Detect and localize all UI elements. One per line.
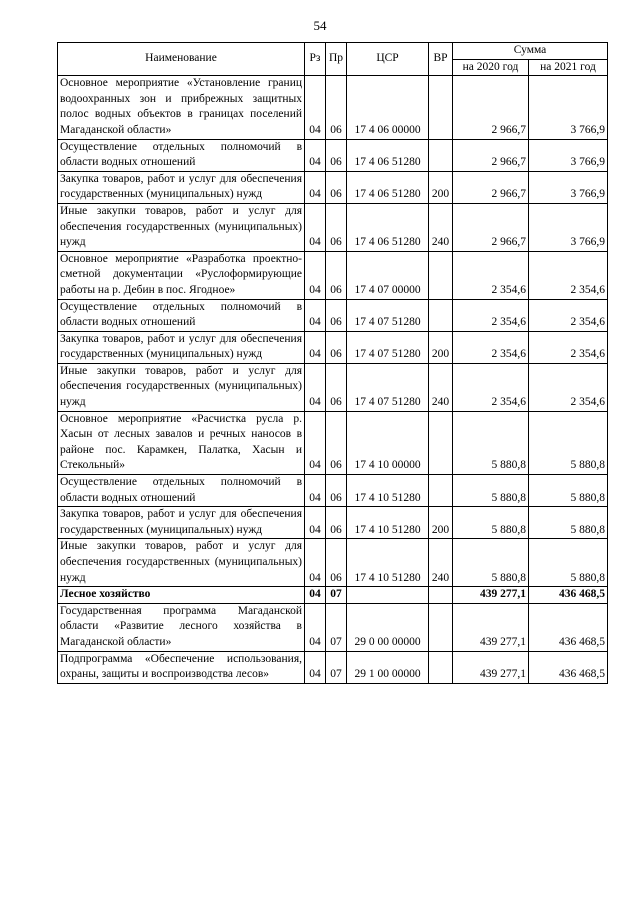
cell-name: Иные закупки товаров, работ и услуг для обеспечения государственных (муниципальных) нужд [58, 539, 305, 587]
table-row [58, 171, 608, 203]
cell-2020: 439 277,1 [453, 603, 529, 651]
cell-2020: 5 880,8 [453, 507, 529, 539]
cell-name: Осуществление отдельных полномочий в области водных отношений [58, 475, 305, 507]
cell-2020: 5 880,8 [453, 539, 529, 587]
cell-2021: 2 354,6 [529, 299, 608, 331]
cell-rz: 04 [305, 507, 326, 539]
cell-vr: 200 [429, 331, 453, 363]
cell-2020: 2 354,6 [453, 251, 529, 299]
cell-pr: 06 [326, 411, 347, 474]
cell-name: Основное мероприятие «Разработка проектно-сметной документации «Руслоформирующие работы на р. Дебин в пос. Ягодное» [58, 251, 305, 299]
cell-2020: 2 354,6 [453, 331, 529, 363]
cell-rz: 04 [305, 76, 326, 139]
cell-name: Осуществление отдельных полномочий в области водных отношений [58, 139, 305, 171]
table-row [58, 76, 608, 139]
header-pr: Пр [326, 43, 347, 76]
cell-2021: 5 880,8 [529, 539, 608, 587]
cell-csr: 17 4 07 00000 [347, 251, 429, 299]
cell-2021: 2 354,6 [529, 251, 608, 299]
header-vr: ВР [429, 43, 453, 76]
table-row [58, 203, 608, 251]
cell-2021: 436 468,5 [529, 651, 608, 683]
table-row [58, 251, 608, 299]
cell-rz: 04 [305, 203, 326, 251]
cell-csr: 17 4 07 51280 [347, 331, 429, 363]
cell-pr: 06 [326, 299, 347, 331]
table-row [58, 475, 608, 507]
cell-pr: 06 [326, 171, 347, 203]
cell-2020: 439 277,1 [453, 587, 529, 604]
header-csr: ЦСР [347, 43, 429, 76]
cell-rz: 04 [305, 171, 326, 203]
cell-name: Закупка товаров, работ и услуг для обеспечения государственных (муниципальных) нужд [58, 171, 305, 203]
header-year-2021: на 2021 год [529, 59, 608, 76]
cell-pr: 06 [326, 251, 347, 299]
cell-csr: 17 4 06 00000 [347, 76, 429, 139]
table-row [58, 299, 608, 331]
cell-vr [429, 475, 453, 507]
cell-2020: 2 966,7 [453, 76, 529, 139]
cell-rz: 04 [305, 251, 326, 299]
table-row [58, 363, 608, 411]
cell-pr: 06 [326, 539, 347, 587]
cell-2021: 5 880,8 [529, 475, 608, 507]
cell-csr: 17 4 10 51280 [347, 475, 429, 507]
cell-2021: 3 766,9 [529, 171, 608, 203]
cell-name: Основное мероприятие «Расчистка русла р. Хасын от лесных завалов и речных наносов в районе пос. Карамкен, Палатка, Хасын и Стекольный» [58, 411, 305, 474]
cell-name: Иные закупки товаров, работ и услуг для обеспечения государственных (муниципальных) нужд [58, 203, 305, 251]
cell-2021: 3 766,9 [529, 139, 608, 171]
cell-2020: 439 277,1 [453, 651, 529, 683]
cell-vr [429, 587, 453, 604]
cell-rz: 04 [305, 539, 326, 587]
cell-rz: 04 [305, 475, 326, 507]
cell-rz: 04 [305, 651, 326, 683]
cell-name: Закупка товаров, работ и услуг для обеспечения государственных (муниципальных) нужд [58, 331, 305, 363]
cell-vr: 200 [429, 171, 453, 203]
cell-csr: 17 4 06 51280 [347, 171, 429, 203]
cell-name: Лесное хозяйство [58, 587, 305, 604]
header-name: Наименование [58, 43, 305, 76]
cell-vr: 240 [429, 363, 453, 411]
page-number: 54 [313, 18, 327, 33]
table-row [58, 539, 608, 587]
cell-vr [429, 603, 453, 651]
cell-2020: 5 880,8 [453, 411, 529, 474]
cell-2021: 5 880,8 [529, 411, 608, 474]
cell-rz: 04 [305, 299, 326, 331]
cell-csr: 17 4 07 51280 [347, 299, 429, 331]
table-row [58, 603, 608, 651]
cell-2021: 3 766,9 [529, 203, 608, 251]
cell-name: Закупка товаров, работ и услуг для обеспечения государственных (муниципальных) нужд [58, 507, 305, 539]
cell-csr: 17 4 07 51280 [347, 363, 429, 411]
cell-vr [429, 76, 453, 139]
cell-name: Подпрограмма «Обеспечение использования, охраны, защиты и воспроизводства лесов» [58, 651, 305, 683]
cell-pr: 06 [326, 475, 347, 507]
cell-vr [429, 411, 453, 474]
header-sum: Сумма [453, 43, 608, 60]
table-row [58, 587, 608, 604]
cell-vr: 240 [429, 539, 453, 587]
cell-pr: 07 [326, 603, 347, 651]
cell-csr: 17 4 10 00000 [347, 411, 429, 474]
cell-rz: 04 [305, 587, 326, 604]
cell-name: Осуществление отдельных полномочий в области водных отношений [58, 299, 305, 331]
table-row [58, 507, 608, 539]
cell-2020: 2 354,6 [453, 299, 529, 331]
cell-pr: 07 [326, 587, 347, 604]
cell-rz: 04 [305, 139, 326, 171]
header-rz: Рз [305, 43, 326, 76]
cell-vr [429, 251, 453, 299]
cell-2020: 2 966,7 [453, 203, 529, 251]
cell-2021: 436 468,5 [529, 587, 608, 604]
cell-rz: 04 [305, 363, 326, 411]
cell-rz: 04 [305, 331, 326, 363]
table-row [58, 331, 608, 363]
cell-pr: 06 [326, 331, 347, 363]
cell-2021: 2 354,6 [529, 363, 608, 411]
cell-csr: 29 0 00 00000 [347, 603, 429, 651]
cell-2021: 2 354,6 [529, 331, 608, 363]
cell-vr [429, 139, 453, 171]
cell-2021: 436 468,5 [529, 603, 608, 651]
header-year-2020: на 2020 год [453, 59, 529, 76]
cell-name: Иные закупки товаров, работ и услуг для обеспечения государственных (муниципальных) нужд [58, 363, 305, 411]
cell-pr: 07 [326, 651, 347, 683]
cell-csr: 29 1 00 00000 [347, 651, 429, 683]
cell-csr: 17 4 10 51280 [347, 507, 429, 539]
cell-name: Государственная программа Магаданской области «Развитие лесного хозяйства в Магаданской области» [58, 603, 305, 651]
cell-rz: 04 [305, 603, 326, 651]
cell-vr: 240 [429, 203, 453, 251]
cell-pr: 06 [326, 363, 347, 411]
cell-2020: 2 354,6 [453, 363, 529, 411]
cell-2021: 5 880,8 [529, 507, 608, 539]
cell-vr [429, 651, 453, 683]
cell-pr: 06 [326, 76, 347, 139]
cell-rz: 04 [305, 411, 326, 474]
table-body [58, 76, 608, 684]
cell-vr: 200 [429, 507, 453, 539]
table-row [58, 651, 608, 683]
cell-vr [429, 299, 453, 331]
cell-csr: 17 4 06 51280 [347, 139, 429, 171]
cell-2020: 2 966,7 [453, 171, 529, 203]
cell-2020: 5 880,8 [453, 475, 529, 507]
cell-csr [347, 587, 429, 604]
cell-pr: 06 [326, 203, 347, 251]
table-row [58, 411, 608, 474]
cell-2021: 3 766,9 [529, 76, 608, 139]
cell-csr: 17 4 06 51280 [347, 203, 429, 251]
cell-csr: 17 4 10 51280 [347, 539, 429, 587]
cell-name: Основное мероприятие «Установление границ водоохранных зон и прибрежных защитных полос водных объектов в границах поселений Магаданской области» [58, 76, 305, 139]
cell-pr: 06 [326, 139, 347, 171]
budget-table [57, 42, 608, 684]
cell-2020: 2 966,7 [453, 139, 529, 171]
table-row [58, 139, 608, 171]
cell-pr: 06 [326, 507, 347, 539]
